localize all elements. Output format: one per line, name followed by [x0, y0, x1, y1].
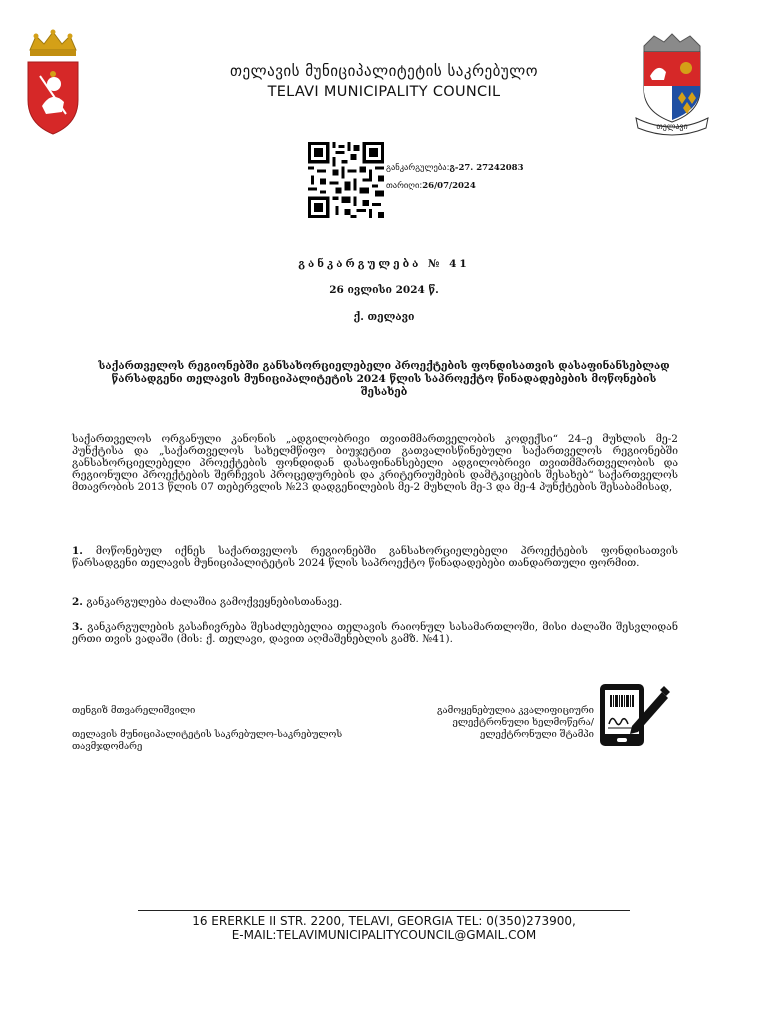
emblem-banner-text: თელავი [656, 122, 688, 131]
decree-heading: განკარგულება № 41 [298, 258, 470, 270]
footer-address: 16 ERERKLE II STR. 2200, TELAVI, GEORGIA TEL: 0(350)273900, [192, 914, 576, 928]
registration-date: თარიღი:26/07/2024 [386, 181, 476, 191]
article-2: 2. განკარგულება ძალაშია გამოქვეყნებისთანავე. [72, 596, 343, 608]
qr-code-icon [308, 142, 384, 218]
footer-divider [138, 910, 630, 911]
e-signature-tablet-icon [598, 682, 670, 750]
georgia-coat-of-arms-icon [22, 28, 84, 136]
intro-paragraph: საქართველოს ორგანული კანონის „ადგილობრივი თვითმმართველობის კოდექსი“ 24–ე მუხლის მე-2 პუნქტისა და „საქართველოს სახელმწიფო ბიუჯეტით გათვალისწინებული საქართველოს რეგიონებში განსახორციელებელი პროექტების ფონდიდან დასაფინანსებელი ადგილობრივი თვითმმართველობის და რეგიონული პროექტების შერჩევის პროცედურების და კრიტერიუმების დამტკიცების შესახებ“ საქართველოს მთავრობის 2013 წლის 07 თებერვლის №23 დადგენილების მე-2 მუხლის მე-3 და მე-4 პუნქტების შესაბამისად, [72, 433, 678, 493]
footer-email: E-MAIL:TELAVIMUNICIPALITYCOUNCIL@GMAIL.COM [231, 928, 537, 942]
decree-date: 26 ივლისი 2024 წ. [329, 284, 439, 296]
article-3: 3. განკარგულების გასაჩივრება შესაძლებელია თელავის რაიონულ სასამართლოში, მისი ძალაში შესვლიდან ერთი თვის ვადაში (მის: ქ. თელავი, დავით აღმაშენებლის გამზ. №41). [72, 621, 678, 645]
footer-contact [100, 914, 668, 942]
decree-city: ქ. თელავი [353, 311, 415, 323]
decree-subject: საქართველოს რეგიონებში განსახორციელებელი პროექტების ფონდისათვის დასაფინანსებლად წარსადგენი თელავის მუნიციპალიტეტის 2024 წლის საპროექტო წინადადებების მოწონების შესახებ [98, 360, 670, 398]
e-signature-note: გამოყენებულია კვალიფიციური ელექტრონული ხელმოწერა/ ელექტრონული შტამპი [436, 705, 594, 740]
signatory-role: თელავის მუნიციპალიტეტის საკრებულო-საკრებულოს თავმჯდომარე [72, 729, 343, 752]
registration-number: განკარგულება:გ-27. 27242083 [386, 163, 524, 173]
telavi-coat-of-arms-icon [630, 32, 714, 136]
signatory-name: თენგიზ მთვარელიშვილი [72, 705, 196, 716]
council-title-georgian: თელავის მუნიციპალიტეტის საკრებულო [230, 62, 538, 80]
article-1: 1. მოწონებულ იქნეს საქართველოს რეგიონებში განსახორციელებელი პროექტების ფონდისათვის წარსადგენი თელავის მუნიციპალიტეტის 2024 წლის საპროექტო წინადადებები თანდართული ფორმით. [72, 545, 679, 569]
council-title-english: TELAVI MUNICIPALITY COUNCIL [267, 84, 501, 100]
